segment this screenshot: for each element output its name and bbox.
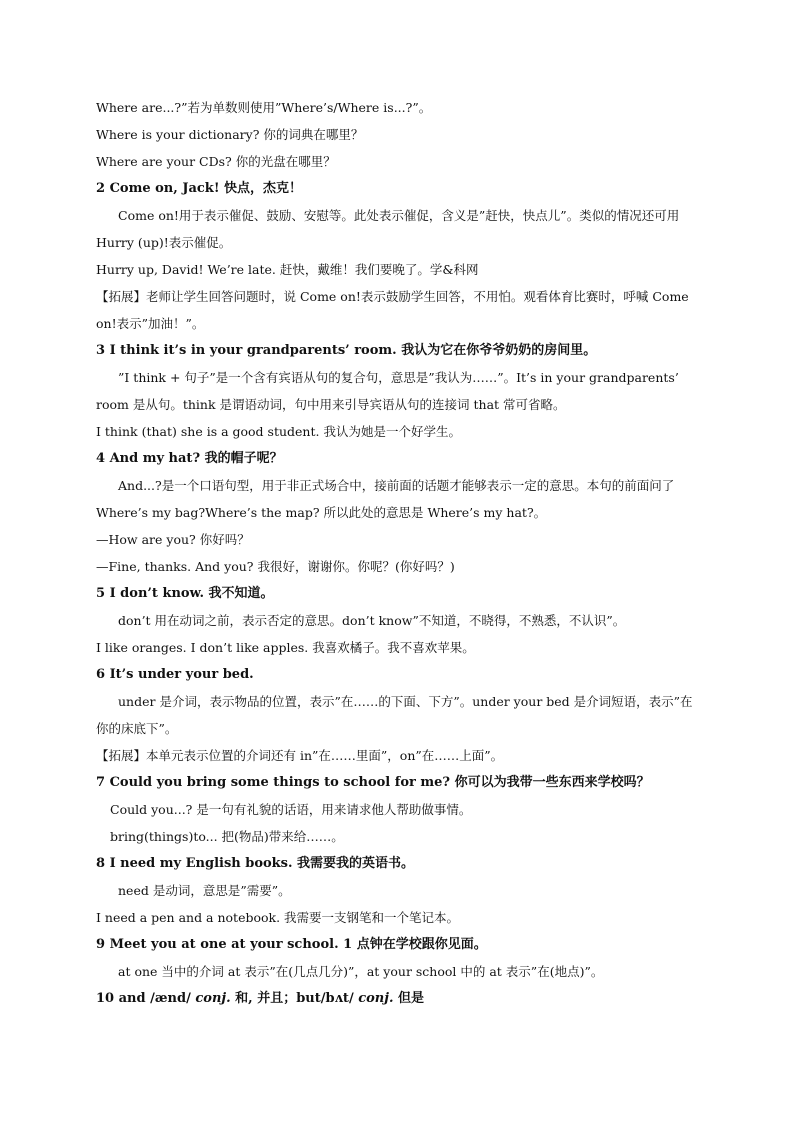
explanation-paragraph: Could you...? 是一句有礼貌的话语，用来请求他人帮助做事情。 bbox=[110, 802, 472, 817]
vocab-and: 10 and /ænd/ bbox=[96, 991, 196, 1006]
section-heading-9: 9 Meet you at one at your school. 1 点钟在学校跟你见面。 bbox=[96, 937, 487, 952]
explanation-paragraph: don’t 用在动词之前，表示否定的意思。don’t know”不知道，不晓得，不熟悉，不认识”。 bbox=[118, 613, 626, 628]
document-body bbox=[96, 94, 702, 1012]
text-line: Where are...?”若为单数则使用”Where’s/Where is...?”。 bbox=[96, 100, 432, 115]
section-heading-7: 7 Could you bring some things to school for me? 你可以为我带一些东西来学校吗？ bbox=[96, 775, 650, 790]
section-heading-5: 5 I don’t know. 我不知道。 bbox=[96, 586, 274, 601]
section-heading-6: 6 It’s under your bed. bbox=[96, 667, 254, 682]
extension-paragraph: 【拓展】本单元表示位置的介词还有 in”在……里面”，on”在……上面”。 bbox=[96, 748, 504, 763]
section-heading-2: 2 Come on, Jack! 快点，杰克！ bbox=[96, 181, 303, 196]
section-heading-8: 8 I need my English books. 我需要我的英语书。 bbox=[96, 856, 415, 871]
section-heading-4: 4 And my hat? 我的帽子呢？ bbox=[96, 451, 283, 466]
vocab-and-meaning: 和, 并且；but/bʌt/ bbox=[230, 991, 359, 1006]
explanation-paragraph: need 是动词，意思是”需要”。 bbox=[118, 883, 291, 898]
dialogue-line: —Fine, thanks. And you? 我很好，谢谢你。你呢？(你好吗？) bbox=[96, 559, 455, 574]
example-sentence: I need a pen and a notebook. 我需要一支钢笔和一个笔记本。 bbox=[96, 910, 460, 925]
explanation-paragraph: ”I think + 句子”是一个含有宾语从句的复合句，意思是”我认为……”。It’s in your grandparents’ room 是从句。think 是谓语动词，句中用来引导宾语从句的连接词 that 常可省略。 bbox=[96, 370, 679, 412]
dialogue-line: —How are you? 你好吗？ bbox=[96, 532, 250, 547]
example-sentence: Hurry up, David! We’re late. 赶快，戴维！我们要晚了。学&科网 bbox=[96, 262, 479, 277]
explanation-paragraph: And...?是一个口语句型，用于非正式场合中，接前面的话题才能够表示一定的意思。本句的前面问了 Where’s my bag?Where’s the map? 所以此处的意思是 Where’s my hat?。 bbox=[96, 478, 675, 520]
example-sentence: I like oranges. I don’t like apples. 我喜欢橘子。我不喜欢苹果。 bbox=[96, 640, 475, 655]
example-sentence: Where is your dictionary? 你的词典在哪里？ bbox=[96, 127, 364, 142]
example-sentence: I think (that) she is a good student. 我认为她是一个好学生。 bbox=[96, 424, 461, 439]
explanation-paragraph: under 是介词，表示物品的位置，表示”在……的下面、下方”。under your bed 是介词短语，表示”在你的床底下”。 bbox=[96, 694, 693, 736]
vocab-but-meaning: 但是 bbox=[393, 991, 425, 1006]
explanation-paragraph: Come on!用于表示催促、鼓励、安慰等。此处表示催促，含义是”赶快，快点儿”。类似的情况还可用 Hurry (up)!表示催促。 bbox=[96, 208, 680, 250]
phrase-line: bring(things)to... 把(物品)带来给……。 bbox=[110, 829, 344, 844]
explanation-paragraph: at one 当中的介词 at 表示”在(几点几分)”，at your school 中的 at 表示”在(地点)”。 bbox=[118, 964, 604, 979]
section-heading-10 bbox=[96, 985, 702, 1012]
part-of-speech: conj. bbox=[195, 991, 231, 1006]
section-heading-3: 3 I think it’s in your grandparents’ room. 我认为它在你爷爷奶奶的房间里。 bbox=[96, 343, 597, 358]
example-sentence: Where are your CDs? 你的光盘在哪里？ bbox=[96, 154, 336, 169]
extension-paragraph: 【拓展】老师让学生回答问题时，说 Come on!表示鼓励学生回答，不用怕。观看体育比赛时，呼喊 Come on!表示”加油！”。 bbox=[96, 289, 689, 331]
part-of-speech: conj. bbox=[358, 991, 394, 1006]
